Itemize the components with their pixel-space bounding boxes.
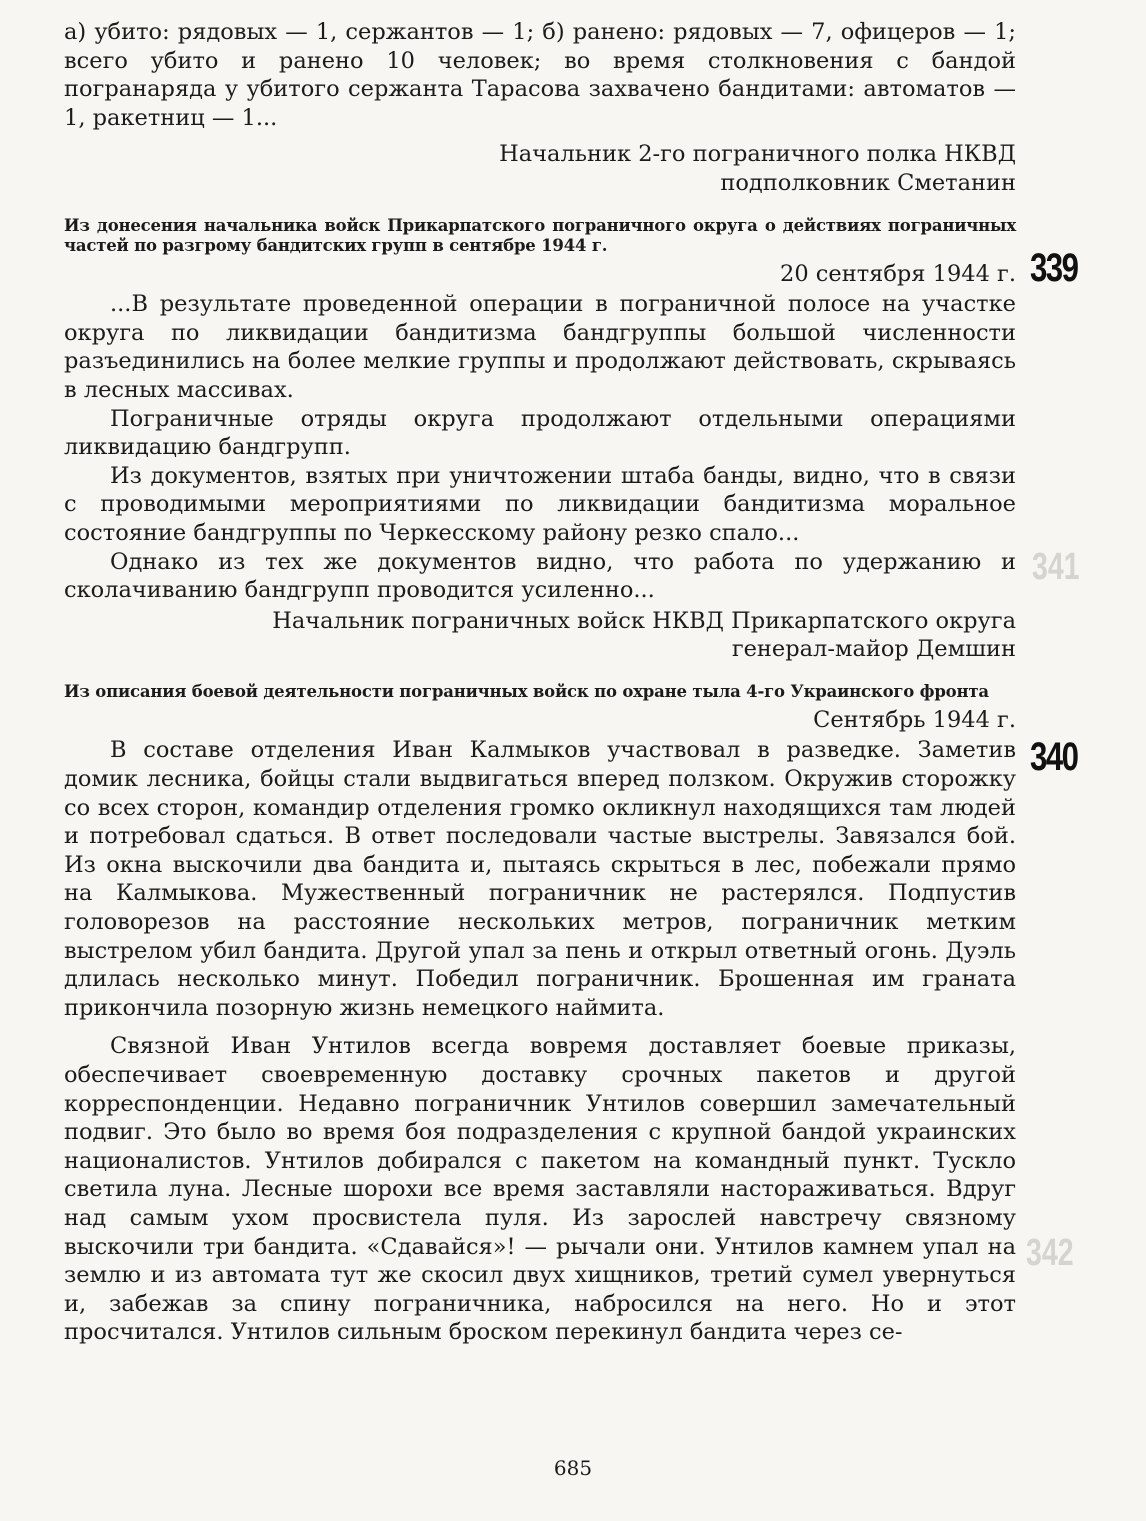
document-paragraph: Связной Иван Унтилов всегда вовремя доставляет боевые приказы, обеспечивает своевременную доставку срочных пакетов и другой корреспонденции. Недавно пограничник Унтилов совершил замечательный подвиг. Это было во время боя подразделения с крупной бандой украинских националистов. Унтилов добирался с пакетом на командный пункт. Тускло светила луна. Лесные шорохи все время заставляли настораживаться. Вдруг над самым ухом просвистела пуля. Из зарослей навстречу связному выскочили три бандита. «Сдавайся»! — рычали они. Унтилов камнем упал на землю и из автомата тут же скосил двух хищников, третий сумел увернуться и, забежав за спину пограничника, набросился на него. Но и этот просчитался. Унтилов сильным броском перекинул бандита через се-	[64, 1033, 1016, 1346]
bleed-through-number-342: 342	[1026, 1232, 1074, 1274]
document-paragraph: Пограничные отряды округа продолжают отдельными операциями ликвидацию бандгрупп.	[64, 405, 1016, 461]
bleed-through-number-341: 341	[1032, 546, 1080, 588]
document-heading: Из описания боевой деятельности пограничных войск по охране тыла 4-го Украинского фронта	[64, 681, 989, 701]
signature-block	[64, 607, 1016, 664]
intro-paragraph: а) убито: рядовых — 1, сержантов — 1; б) ранено: рядовых — 7, офицеров — 1; всего убито и ранено 10 человек; во время столкновения с бандой погранаряда у убитого сержанта Тарасова захвачено бандитами: автоматов — 1, ракетниц — 1...	[64, 19, 1016, 131]
document-number-339: 339	[1030, 246, 1078, 290]
signature-title: Начальник пограничных войск НКВД Прикарпатского округа	[272, 607, 1016, 634]
page-body	[64, 18, 1016, 1347]
document-heading: Из донесения начальника войск Прикарпатского пограничного округа о действиях пограничных частей по разгрому бандитских групп в сентябре 1944 г.	[64, 215, 1016, 255]
document-date: Сентябрь 1944 г.	[813, 706, 1016, 733]
signature-block	[64, 140, 1016, 197]
document-paragraph: Однако из тех же документов видно, что работа по удержанию и сколачиванию бандгрупп проводится усиленно...	[64, 548, 1016, 604]
document-paragraph: ...В результате проведенной операции в пограничной полосе на участке округа по ликвидации бандитизма бандгруппы большой численности разъединились на более мелкие группы и продолжают действовать, скрываясь в лесных массивах.	[64, 291, 1016, 403]
document-339	[64, 216, 1016, 664]
document-paragraph: В составе отделения Иван Калмыков участвовал в разведке. Заметив домик лесника, бойцы стали выдвигаться вперед ползком. Окружив сторожку со всех сторон, командир отделения громко окликнул находящихся там людей и потребовал сдаться. В ответ последовали частые выстрелы. Завязался бой. Из окна выскочили два бандита и, пытаясь скрыться в лес, побежали прямо на Калмыкова. Мужественный пограничник не растерялся. Подпустив головорезов на расстояние нескольких метров, пограничник метким выстрелом убил бандита. Другой упал за пень и открыл ответный огонь. Дуэль длилась несколько минут. Победил пограничник. Брошенная им граната прикончила позорную жизнь немецкого наймита.	[64, 737, 1016, 1021]
document-date: 20 сентября 1944 г.	[780, 260, 1016, 287]
signature-title: Начальник 2-го пограничного полка НКВД	[499, 141, 1016, 168]
signature-name: подполковник Сметанин	[720, 169, 1016, 196]
document-340	[64, 682, 1016, 1347]
signature-name: генерал-майор Демшин	[731, 636, 1016, 663]
page-number: 685	[553, 1456, 593, 1480]
document-number-340: 340	[1030, 735, 1078, 779]
document-paragraph: Из документов, взятых при уничтожении штаба банды, видно, что в связи с проводимыми мероприятиями по ликвидации бандитизма моральное состояние бандгруппы по Черкесскому району резко спало...	[64, 462, 1016, 546]
intro-section	[64, 18, 1016, 198]
